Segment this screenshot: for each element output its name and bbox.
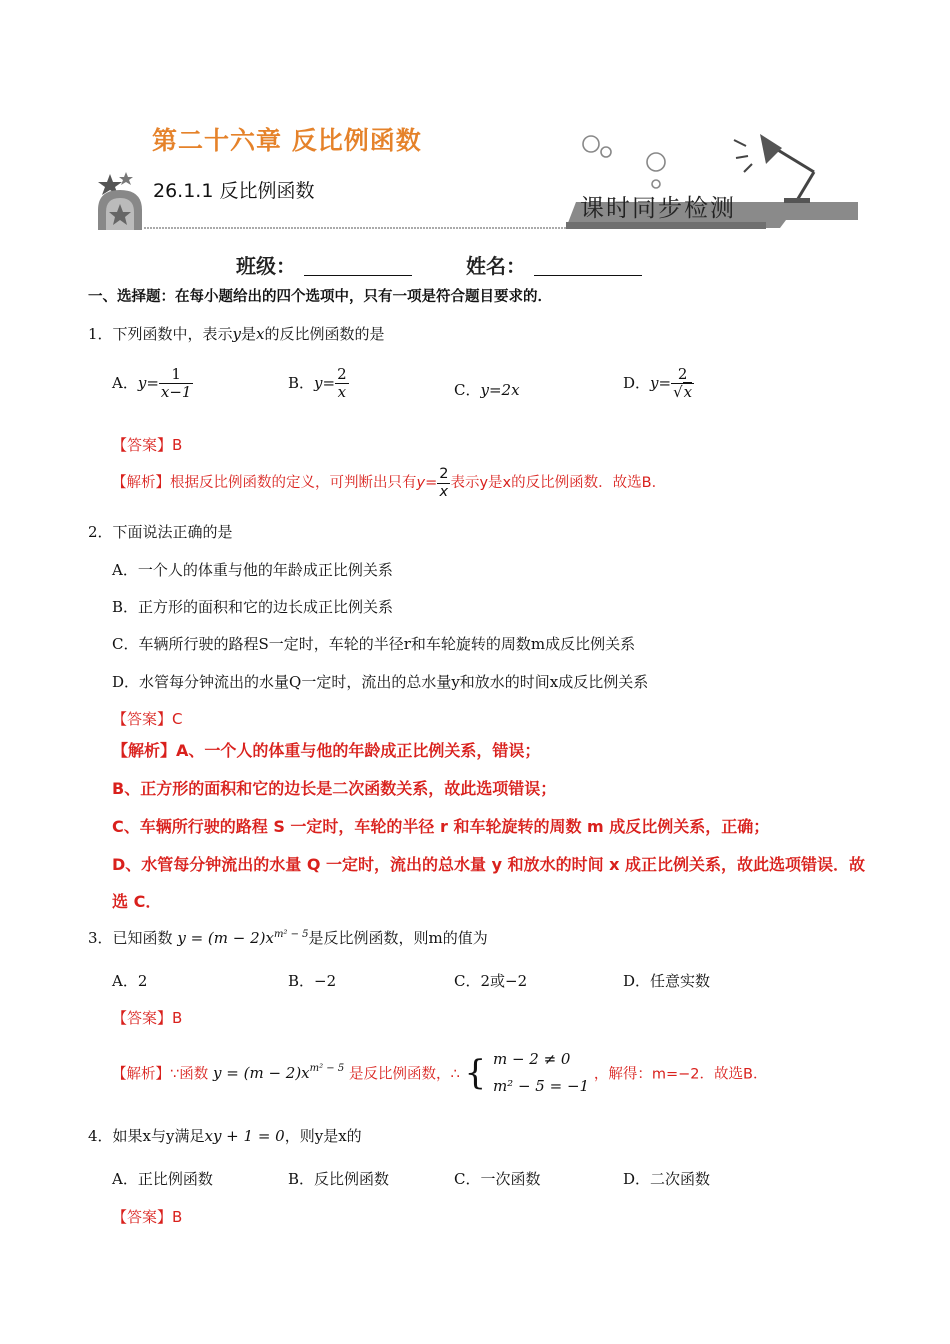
q3-stem: 3．已知函数 $y = (m - 2)x^{m^2 - 5}$是反比例函数，则m的值为 xyxy=(88,929,488,947)
q2-option-d: D．水管每分钟流出的水量Q一定时，流出的总水量y和放水的时间x成反比例关系 xyxy=(112,673,649,691)
q2-explanation-line-1: 【解析】A、一个人的体重与他的年龄成正比例关系，错误； xyxy=(112,741,541,760)
q3-explanation: 【解析】∵函数 $y = (m - 2)x^{m^2 - 5}$ 是反比例函数，∴ { m − 2 ≠ 0 m² − 5 = −1 ，解得：m=−2．故选B． xyxy=(112,1046,767,1096)
q1-explanation: 【解析】根据反比例函数的定义，可判断出只有y= $\frac{2}{x}$ 表示y是x的反比例函数．故选B． xyxy=(112,466,667,500)
q2-answer: 【答案】C xyxy=(112,710,183,728)
q2-option-a: A．一个人的体重与他的年龄成正比例关系 xyxy=(112,561,393,579)
q2-stem: 2．下面说法正确的是 xyxy=(88,523,233,541)
q1-option-d: D．y= $\frac{2}{√x}$ xyxy=(623,365,693,402)
q3-answer: 【答案】B xyxy=(112,1009,183,1027)
q1-answer: 【答案】B xyxy=(112,436,183,454)
equation-system: m − 2 ≠ 0 m² − 5 = −1 xyxy=(492,1050,590,1095)
banner-text: 课时同步检测 xyxy=(580,194,736,222)
q2-explanation-line-2: B、正方形的面积和它的边长是二次函数关系，故此选项错误； xyxy=(112,779,557,798)
name-label: 姓名： xyxy=(466,254,526,278)
q1-option-a: A．y= $\frac{1}{x-1}$ xyxy=(112,365,192,402)
q3-stem-formula: y = (m − 2)x xyxy=(177,929,274,947)
q2-explanation-line-3: C、车辆所行驶的路程 S 一定时，车轮的半径 r 和车轮旋转的周数 m 成反比例关系，正确； xyxy=(112,817,770,836)
q2-explanation-line-4: D、水管每分钟流出的水量 Q 一定时，流出的总水量 y 和放水的时间 x 成正比例关系，故此选项错误．故 xyxy=(112,855,866,874)
section-heading: 一、选择题：在每小题给出的四个选项中，只有一项是符合题目要求的． xyxy=(88,289,552,305)
desk-lamp-icon xyxy=(734,134,814,203)
system-brace: { xyxy=(464,1053,487,1093)
q4-stem-formula: xy + 1 = 0 xyxy=(204,1127,285,1145)
q3-option-c: C．2或−2 xyxy=(454,972,528,990)
q4-option-a: A．正比例函数 xyxy=(112,1170,213,1188)
q1-stem: 1．下列函数中，表示y是x的反比例函数的是 xyxy=(88,325,385,343)
class-field xyxy=(236,250,412,279)
class-blank[interactable] xyxy=(304,255,412,276)
bubbles-icon xyxy=(583,136,665,188)
q4-answer: 【答案】B xyxy=(112,1208,183,1226)
class-label: 班级： xyxy=(236,254,296,278)
name-field xyxy=(466,250,642,279)
q1-option-b: B．y= $\frac{2}{x}$ xyxy=(288,365,347,402)
q3-option-d: D．任意实数 xyxy=(623,972,711,990)
q2-option-c: C．车辆所行驶的路程S一定时，车轮的半径r和车轮旋转的周数m成反比例关系 xyxy=(112,635,636,653)
q2-explanation-line-5: 选 C． xyxy=(112,892,162,911)
q4-option-c: C．一次函数 xyxy=(454,1170,541,1188)
q1-option-c: C．y=2x xyxy=(454,381,520,399)
q4-option-b: B．反比例函数 xyxy=(288,1170,390,1188)
q2-option-b: B．正方形的面积和它的边长成正比例关系 xyxy=(112,598,394,616)
q4-stem: 4．如果x与y满足xy + 1 = 0，则y是x的 xyxy=(88,1127,362,1145)
star-badge-icon xyxy=(98,172,142,230)
section-title: 26.1.1 反比例函数 xyxy=(153,180,315,202)
chapter-title: 第二十六章 反比例函数 xyxy=(152,126,422,155)
q3-option-b: B．−2 xyxy=(288,972,337,990)
q4-option-d: D．二次函数 xyxy=(623,1170,711,1188)
name-blank[interactable] xyxy=(534,255,642,276)
q3-option-a: A．2 xyxy=(112,972,148,990)
